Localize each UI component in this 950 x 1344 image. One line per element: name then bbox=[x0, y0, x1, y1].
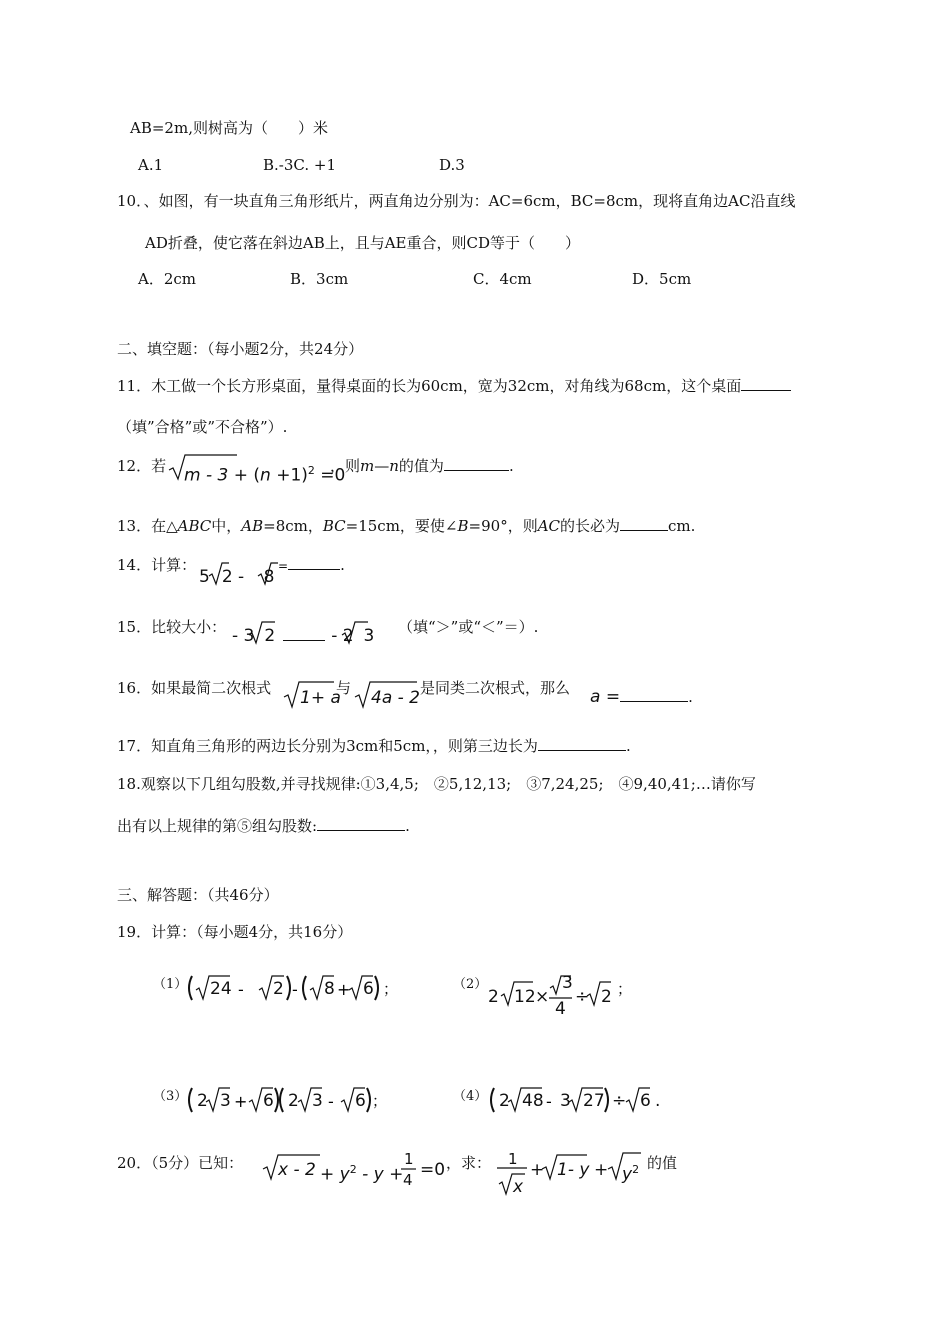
q19-label-2: （2） bbox=[453, 977, 488, 992]
q10-option-b: B．3cm bbox=[290, 270, 349, 288]
q15-expr bbox=[232, 626, 374, 646]
q19-expr3-graphic bbox=[186, 1082, 376, 1118]
q10-option-a: A．2cm bbox=[138, 270, 197, 288]
q15-tail: （填“＞”或“＜”＝）. bbox=[398, 618, 539, 636]
q11-line2: （填”合格”或”不合格”）. bbox=[117, 418, 288, 436]
q20-y: y bbox=[622, 1164, 633, 1185]
q19-e3-r6b: 6 bbox=[355, 1091, 366, 1111]
q20-frac-den: 4 bbox=[403, 1171, 413, 1189]
q19-e4-period: . bbox=[655, 1091, 661, 1111]
q19-e2-r3: 3 bbox=[562, 973, 573, 993]
q20-plus-y: + y bbox=[320, 1164, 350, 1185]
q13-unit: cm. bbox=[668, 517, 696, 535]
q12-radicand: m - 3 bbox=[184, 465, 229, 486]
q19-e2-r12: 12 bbox=[514, 987, 536, 1007]
svg-text:-: - bbox=[546, 1092, 552, 1111]
q11-line1 bbox=[117, 376, 791, 396]
q19-e3-two-a: 2 bbox=[197, 1091, 208, 1111]
q20-radicand-1y: 1- y bbox=[557, 1160, 590, 1180]
q14-answer-blank[interactable] bbox=[288, 555, 340, 570]
q13-ac: AC bbox=[537, 517, 561, 535]
q13-part1: 13．在△ bbox=[117, 517, 178, 535]
q10-line2: AD折叠，使它落在斜边AB上，且与AE重合，则CD等于（ ） bbox=[145, 234, 581, 252]
q20-tail: 的值 bbox=[647, 1154, 678, 1172]
q20-square: 2 bbox=[349, 1163, 357, 1176]
q20-ask: ，求： bbox=[446, 1154, 492, 1172]
q19-e2-four: 4 bbox=[555, 999, 566, 1019]
q19-e4-two: 2 bbox=[499, 1091, 510, 1111]
q20-frac2-num: 1 bbox=[508, 1150, 518, 1168]
q16-a: a bbox=[590, 687, 601, 707]
q19-label-3: （3） bbox=[153, 1089, 188, 1104]
q18-line2 bbox=[117, 816, 410, 836]
q16-with: 与 bbox=[336, 679, 352, 697]
q19-e2-semicolon: ； bbox=[617, 980, 633, 998]
q20-square-2: 2 bbox=[632, 1163, 640, 1176]
q15-radicand-3: 3 bbox=[363, 626, 375, 646]
q19-e1-semicolon: ； bbox=[383, 980, 399, 998]
svg-text:+: + bbox=[234, 1092, 248, 1111]
q10-line1: 10．、如图，有一块直角三角形纸片，两直角边分别为：AC=6cm，BC=8cm，现将直角边AC沿直线 bbox=[117, 192, 796, 210]
q9-option-bc: B.-3C. +1 bbox=[263, 156, 336, 174]
q13-b: B bbox=[457, 517, 469, 535]
svg-text:+: + bbox=[337, 980, 351, 999]
q19-e4-r6: 6 bbox=[640, 1091, 651, 1111]
q12-dash: — bbox=[374, 457, 390, 475]
q19-e3-two-b: 2 bbox=[288, 1091, 299, 1111]
q12-n: n bbox=[260, 465, 271, 486]
q15-answer-blank[interactable] bbox=[283, 626, 325, 641]
q19-e2-div: ÷ bbox=[575, 987, 590, 1007]
q16-prefix: 16．如果最简二次根式 bbox=[117, 679, 272, 697]
q19-title: 19．计算：（每小题4分，共16分） bbox=[117, 923, 353, 941]
q16-answer: a = . bbox=[590, 687, 693, 707]
q17-text: 17．知直角三角形的两边长分别为3cm和5cm，，则第三边长为 bbox=[117, 737, 538, 755]
q19-e2-two: 2 bbox=[488, 987, 499, 1007]
q9-option-d: D.3 bbox=[439, 156, 465, 174]
q15-prefix: 15．比较大小： bbox=[117, 618, 227, 636]
q12-then: ，则 bbox=[330, 457, 361, 475]
q16-answer-blank[interactable] bbox=[620, 687, 688, 702]
q20-eq0: =0 bbox=[420, 1160, 446, 1180]
q19-e1-r24: 24 bbox=[210, 979, 232, 999]
q13-part5: =90°，则 bbox=[468, 517, 538, 535]
q12-m: m bbox=[360, 457, 375, 475]
q12-tail bbox=[330, 456, 514, 476]
q19-label-1: （1） bbox=[153, 977, 188, 992]
section-3-heading: 三、解答题：（共46分） bbox=[117, 886, 279, 904]
q9-tail: AB=2m,则树高为（ ）米 bbox=[130, 119, 328, 137]
q20-radicand-x2: x - 2 bbox=[278, 1160, 316, 1180]
q20-plus-a: + bbox=[530, 1160, 545, 1180]
q13-abc: ABC bbox=[177, 517, 212, 535]
q19-label-4: （4） bbox=[453, 1089, 488, 1104]
q14-period: . bbox=[340, 556, 345, 574]
q12-expr bbox=[184, 461, 345, 486]
q14-expr bbox=[199, 567, 274, 587]
q14-five: 5 bbox=[199, 567, 210, 587]
q19-e4-r27: 27 bbox=[583, 1091, 605, 1111]
q12-plus1: +1) bbox=[270, 465, 308, 486]
q12-value-of: 的值为 bbox=[398, 457, 444, 475]
q19-e4-r48: 48 bbox=[522, 1091, 544, 1111]
q15-neg2: - 2 bbox=[331, 626, 354, 646]
q20-frac-num: 1 bbox=[404, 1150, 414, 1168]
svg-text:-: - bbox=[238, 980, 244, 999]
q16-radicand-2: 4a - 2 bbox=[371, 688, 420, 708]
q19-e2-r2: 2 bbox=[601, 987, 612, 1007]
q13-part4: =15cm，要使∠ bbox=[345, 517, 458, 535]
q10-option-d: D．5cm bbox=[632, 270, 692, 288]
q13-answer-blank[interactable] bbox=[620, 516, 668, 531]
q13-line bbox=[117, 516, 695, 536]
q11-answer-blank[interactable] bbox=[741, 376, 791, 391]
svg-text:-: - bbox=[328, 1092, 334, 1111]
q19-e3-r3a: 3 bbox=[220, 1091, 231, 1111]
q20-plus-b: + bbox=[594, 1160, 609, 1180]
svg-text:-: - bbox=[292, 980, 298, 999]
q20-prefix: 20．（5分）已知： bbox=[117, 1154, 244, 1172]
q15-neg3: - 3 bbox=[232, 626, 255, 646]
q16-radicand-1: 1+ a bbox=[300, 688, 341, 708]
q18-period: . bbox=[405, 817, 410, 835]
q19-e3-semicolon: ； bbox=[372, 1092, 388, 1110]
section-2-heading: 二、填空题：（每小题2分，共24分） bbox=[117, 340, 364, 358]
q16-equals: = bbox=[600, 687, 621, 707]
q16-tail: 是同类二次根式，那么 bbox=[420, 679, 571, 697]
q20-part bbox=[320, 1160, 403, 1185]
q14-tail bbox=[278, 555, 345, 576]
q12-n-var: n bbox=[389, 457, 399, 475]
q12-period: . bbox=[508, 457, 514, 475]
q13-part2: 中， bbox=[211, 517, 242, 535]
q13-bc: BC bbox=[322, 517, 346, 535]
q17-period: . bbox=[625, 737, 631, 755]
q13-part6: 的长必为 bbox=[560, 517, 621, 535]
q19-e4-three: 3 bbox=[560, 1091, 571, 1111]
q18-line1: 18.观察以下几组勾股数,并寻找规律:①3,4,5; ②5,12,13; ③7,24,25; ④9,40,41;…请你写 bbox=[117, 775, 756, 793]
q19-e1-r8: 8 bbox=[324, 979, 335, 999]
q19-e3-r3b: 3 bbox=[312, 1091, 323, 1111]
q14-radicand-2: 2 bbox=[221, 567, 233, 587]
q12-square: 2 bbox=[307, 464, 315, 477]
q20-frac2-den-x: x bbox=[513, 1177, 524, 1197]
q18-answer-blank[interactable] bbox=[317, 816, 405, 831]
q12-answer-blank[interactable] bbox=[444, 456, 509, 471]
q20-radicand-y2 bbox=[622, 1160, 639, 1185]
q12-eq0: =0 bbox=[314, 465, 346, 486]
q13-ab: AB bbox=[241, 517, 264, 535]
q20-minus-y: - y + bbox=[356, 1164, 404, 1185]
q18-text: 出有以上规律的第⑤组勾股数: bbox=[117, 817, 318, 835]
q14-equals: = bbox=[278, 559, 289, 573]
q9-option-a: A.1 bbox=[138, 156, 164, 174]
q17-line bbox=[117, 736, 631, 756]
q19-e1-r6: 6 bbox=[363, 979, 374, 999]
q12-plus-open: + ( bbox=[228, 465, 261, 486]
q13-part3: =8cm， bbox=[263, 517, 323, 535]
q14-minus: - bbox=[232, 567, 250, 587]
q19-e1-r2: 2 bbox=[273, 979, 284, 999]
q10-option-c: C．4cm bbox=[473, 270, 532, 288]
q11-text: 11．木工做一个长方形桌面，量得桌面的长为60cm，宽为32cm，对角线为68cm，这个桌面 bbox=[117, 377, 742, 395]
q17-answer-blank[interactable] bbox=[538, 736, 626, 751]
q12-prefix: 12．若 bbox=[117, 457, 167, 475]
q15-radicand-2: 2 bbox=[264, 626, 276, 646]
q19-e2-times: × bbox=[535, 987, 550, 1007]
q14-prefix: 14．计算： bbox=[117, 556, 197, 574]
q19-e4-div: ÷ bbox=[612, 1091, 627, 1111]
q14-radicand-8: 8 bbox=[263, 567, 275, 587]
q19-e3-r6a: 6 bbox=[263, 1091, 274, 1111]
